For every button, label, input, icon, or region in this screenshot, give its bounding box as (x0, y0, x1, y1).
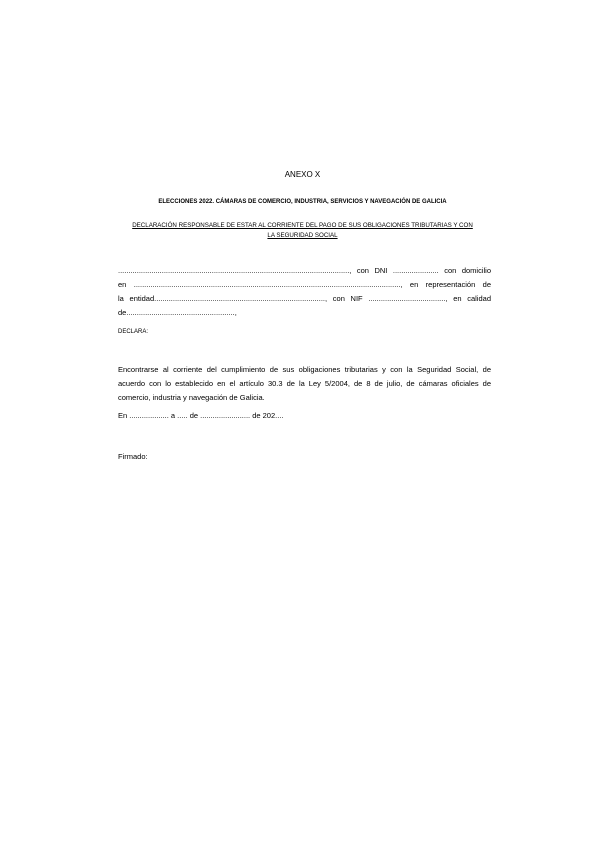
declaration-title-line1: DECLARACIÓN RESPONSABLE DE ESTAR AL CORRIENTE DEL PAGO DE SUS OBLIGACIONES TRIBUTARIAS Y CON (132, 222, 473, 229)
date-line: En ................... a ..... de ........................ de 202.... (118, 411, 284, 420)
signed-label: Firmado: (118, 452, 148, 461)
field-line-name-dni: ..............................................................................................................., con DNI ...................... con domicilio (118, 266, 491, 275)
field-line-capacity: de...................................................., (118, 308, 237, 317)
field-line-address: en ................................................................................................................................, en representación de (118, 280, 491, 289)
body-line2: acuerdo con lo establecido en el artículo 30.3 de la Ley 5/2004, de 8 de julio, de cámaras oficiales de (118, 379, 491, 388)
body-line3: comercio, industria y navegación de Galicia. (118, 393, 265, 402)
declarant-fields (118, 265, 491, 325)
declara-label: DECLARA: (118, 329, 149, 335)
field-line-entity-nif: la entidad.................................................................................., con NIF ....................................., en calidad (118, 294, 491, 303)
declaration-body (118, 364, 491, 404)
annex-title: ANEXO X (284, 170, 321, 179)
declaration-title-line2: LA SEGURIDAD SOCIAL (267, 232, 338, 239)
declaration-title (115, 221, 490, 241)
body-line1: Encontrarse al corriente del cumplimiento de sus obligaciones tributarias y con la Seguridad Social, de (118, 365, 491, 374)
elections-subtitle: ELECCIONES 2022. CÁMARAS DE COMERCIO, INDUSTRIA, SERVICIOS Y NAVEGACIÓN DE GALICIA (158, 199, 447, 205)
